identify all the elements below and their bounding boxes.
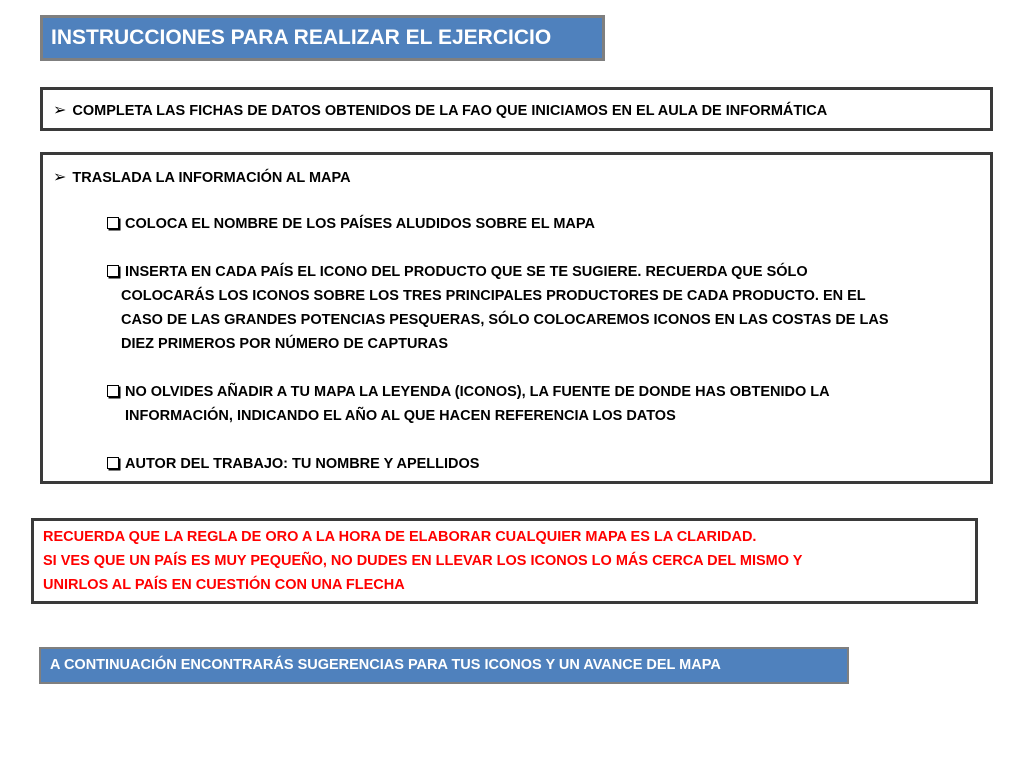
warning-box (31, 518, 978, 604)
checkbox-bullet-icon (107, 457, 119, 469)
sub-item-3-line-2: INFORMACIÓN, INDICANDO EL AÑO AL QUE HACEN REFERENCIA LOS DATOS (125, 408, 676, 424)
step-2-heading-text: TRASLADA LA INFORMACIÓN AL MAPA (72, 170, 351, 186)
sub-item-4-text: AUTOR DEL TRABAJO: TU NOMBRE Y APELLIDOS (125, 456, 480, 472)
step-1 (53, 100, 827, 120)
sub-item-1 (107, 216, 595, 232)
sub-item-2-line-2: COLOCARÁS LOS ICONOS SOBRE LOS TRES PRINCIPALES PRODUCTORES DE CADA PRODUCTO. EN EL (121, 288, 866, 304)
sub-item-2-line-4: DIEZ PRIMEROS POR NÚMERO DE CAPTURAS (121, 336, 449, 352)
warning-line-2: SI VES QUE UN PAÍS ES MUY PEQUEÑO, NO DUDES EN LLEVAR LOS ICONOS LO MÁS CERCA DEL MISMO Y (43, 553, 803, 569)
step-1-text: COMPLETA LAS FICHAS DE DATOS OBTENIDOS DE LA FAO QUE INICIAMOS EN EL AULA DE INFORMÁTICA (72, 103, 828, 119)
sub-item-2-line-1: INSERTA EN CADA PAÍS EL ICONO DEL PRODUCTO QUE SE TE SUGIERE. RECUERDA QUE SÓLO (125, 264, 808, 280)
arrow-bullet-icon: ➢ (53, 169, 67, 186)
sub-item-3 (107, 384, 830, 400)
step-1-box (40, 87, 993, 131)
sub-item-2-line-3: CASO DE LAS GRANDES POTENCIAS PESQUERAS, SÓLO COLOCAREMOS ICONOS EN LAS COSTAS DE LAS (121, 312, 889, 328)
sub-item-2 (107, 264, 808, 280)
sub-item-4 (107, 456, 479, 472)
footer-banner: A CONTINUACIÓN ENCONTRARÁS SUGERENCIAS PARA TUS ICONOS Y UN AVANCE DEL MAPA (39, 647, 849, 684)
sub-item-1-text: COLOCA EL NOMBRE DE LOS PAÍSES ALUDIDOS SOBRE EL MAPA (125, 216, 595, 232)
warning-line-1: RECUERDA QUE LA REGLA DE ORO A LA HORA DE ELABORAR CUALQUIER MAPA ES LA CLARIDAD. (43, 529, 757, 545)
warning-line-3: UNIRLOS AL PAÍS EN CUESTIÓN CON UNA FLECHA (43, 577, 405, 593)
step-2-heading (53, 167, 351, 187)
checkbox-bullet-icon (107, 385, 119, 397)
arrow-bullet-icon: ➢ (53, 102, 67, 119)
sub-item-3-line-1: NO OLVIDES AÑADIR A TU MAPA LA LEYENDA (ICONOS), LA FUENTE DE DONDE HAS OBTENIDO LA (125, 384, 830, 400)
checkbox-bullet-icon (107, 217, 119, 229)
page-title: INSTRUCCIONES PARA REALIZAR EL EJERCICIO (40, 15, 605, 61)
checkbox-bullet-icon (107, 265, 119, 277)
step-2-box (40, 152, 993, 484)
